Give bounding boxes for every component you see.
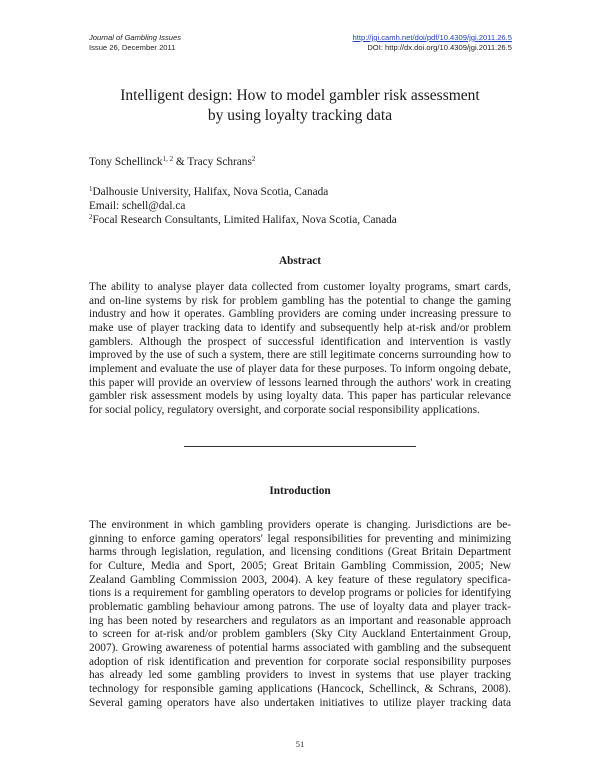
running-header-right bbox=[353, 33, 512, 53]
page-number: 51 bbox=[295, 739, 305, 749]
section-divider bbox=[184, 446, 416, 447]
introduction-line: to screen for at-risk and/or problem gamblers (Sky City Auckland Entertainment Group, bbox=[89, 628, 511, 641]
abstract-body bbox=[89, 281, 511, 418]
affiliation-1-text: Dalhousie University, Halifax, Nova Scotia, Canada bbox=[92, 186, 329, 198]
introduction-line: for Culture, Media and Sport, 2005; Great Britain Gambling Commission, 2005; New bbox=[89, 559, 511, 572]
abstract-heading: Abstract bbox=[278, 255, 322, 267]
abstract-line: improved by the use of such a system, there are still legitimate concerns surrounding how to bbox=[89, 349, 511, 362]
author-separator: & bbox=[173, 156, 188, 168]
affiliation-2-text: Focal Research Consultants, Limited Halifax, Nova Scotia, Canada bbox=[92, 214, 397, 226]
issue-info: Issue 26, December 2011 bbox=[89, 43, 176, 52]
introduction-line: Several gaming operators have also undertaken initiatives to utilize player tracking data bbox=[89, 696, 511, 709]
doi-text: DOI: http://dx.doi.org/10.4309/jgi.2011.26.5 bbox=[367, 43, 512, 52]
introduction-line: The environment in which gambling providers operate is changing. Jurisdictions are be- bbox=[89, 519, 511, 531]
introduction-line: harms through legislation, regulation, and licensing conditions (Great Britain Department bbox=[89, 546, 511, 559]
introduction-line: has already led some gambling providers to invest in systems that use player tracking bbox=[89, 669, 511, 682]
abstract-line: and on-line systems by risk for problem gambling has the potential to change the gaming bbox=[89, 294, 511, 307]
abstract-line: gambler risk assessment models by using loyalty data. This paper has particular relevance bbox=[89, 390, 511, 403]
affiliation-2-marker: 2 bbox=[89, 213, 93, 221]
abstract-line: implement and evaluate the use of player data for these purposes. To inform ongoing debate, bbox=[89, 362, 511, 375]
introduction-heading: Introduction bbox=[269, 485, 331, 497]
affiliations bbox=[89, 185, 397, 227]
author-name-1: Tony Schellinck bbox=[89, 156, 163, 168]
introduction-line: Zealand Gambling Commission 2003, 2004). A key feature of these regulatory specifica- bbox=[89, 573, 511, 586]
abstract-line: industry and how it operates. Gambling providers are coming under increasing pressure to bbox=[89, 308, 511, 321]
author-2-affiliation-marker: 2 bbox=[251, 155, 256, 163]
author-name-2: Tracy Schrans bbox=[187, 156, 252, 168]
abstract-line: for social policy, regulatory oversight, and corporate social responsibility applications. bbox=[89, 403, 480, 416]
paper-title bbox=[80, 86, 520, 126]
affiliation-2 bbox=[89, 213, 397, 227]
running-header-left bbox=[89, 33, 181, 53]
introduction-line: ginning to enforce gaming operators' legal responsibilities for preventing and minimizing bbox=[89, 532, 511, 545]
abstract-line: make use of player tracking data to identify and subsequently help at-risk and/or problem bbox=[89, 321, 511, 334]
introduction-line: tions is a requirement for gambling operators to develop programs or policies for identifying bbox=[89, 587, 511, 600]
article-url-link[interactable]: http://jgi.camh.net/doi/pdf/10.4309/jgi.2011.26.5 bbox=[352, 33, 512, 42]
introduction-body bbox=[89, 519, 511, 710]
author-line bbox=[89, 156, 255, 168]
abstract-line: this paper will provide an overview of lessons learned through the authors' work in creating bbox=[89, 376, 511, 389]
affiliation-1-marker: 1 bbox=[89, 185, 93, 193]
affiliation-1 bbox=[89, 185, 397, 199]
introduction-line: problematic gambling behaviour among patrons. The use of loyalty data and player track- bbox=[89, 600, 511, 613]
title-line-1: Intelligent design: How to model gambler risk assessment bbox=[120, 87, 480, 104]
introduction-line: technology for responsible gaming applications (Hancock, Schellinck, & Schrans, 2008). bbox=[89, 682, 511, 695]
corresponding-email: Email: schell@dal.ca bbox=[89, 200, 186, 212]
abstract-line: gamblers. Although the prospect of successful identification and intervention is vastly bbox=[89, 335, 511, 348]
journal-name: Journal of Gambling Issues bbox=[89, 33, 182, 42]
title-line-2: by using loyalty tracking data bbox=[207, 107, 393, 124]
author-1-affiliation-marker: 1, 2 bbox=[162, 155, 174, 163]
introduction-line: adoption of risk identification and prevention for corporate social responsibility purposes bbox=[89, 655, 511, 668]
introduction-line: ing has been noted by researchers and regulators as an important and reasonable approach bbox=[89, 614, 511, 627]
introduction-line: 2007). Growing awareness of potential harms associated with gambling and the subsequent bbox=[89, 641, 511, 654]
abstract-line: The ability to analyse player data collected from customer loyalty programs, smart cards, bbox=[89, 281, 511, 293]
